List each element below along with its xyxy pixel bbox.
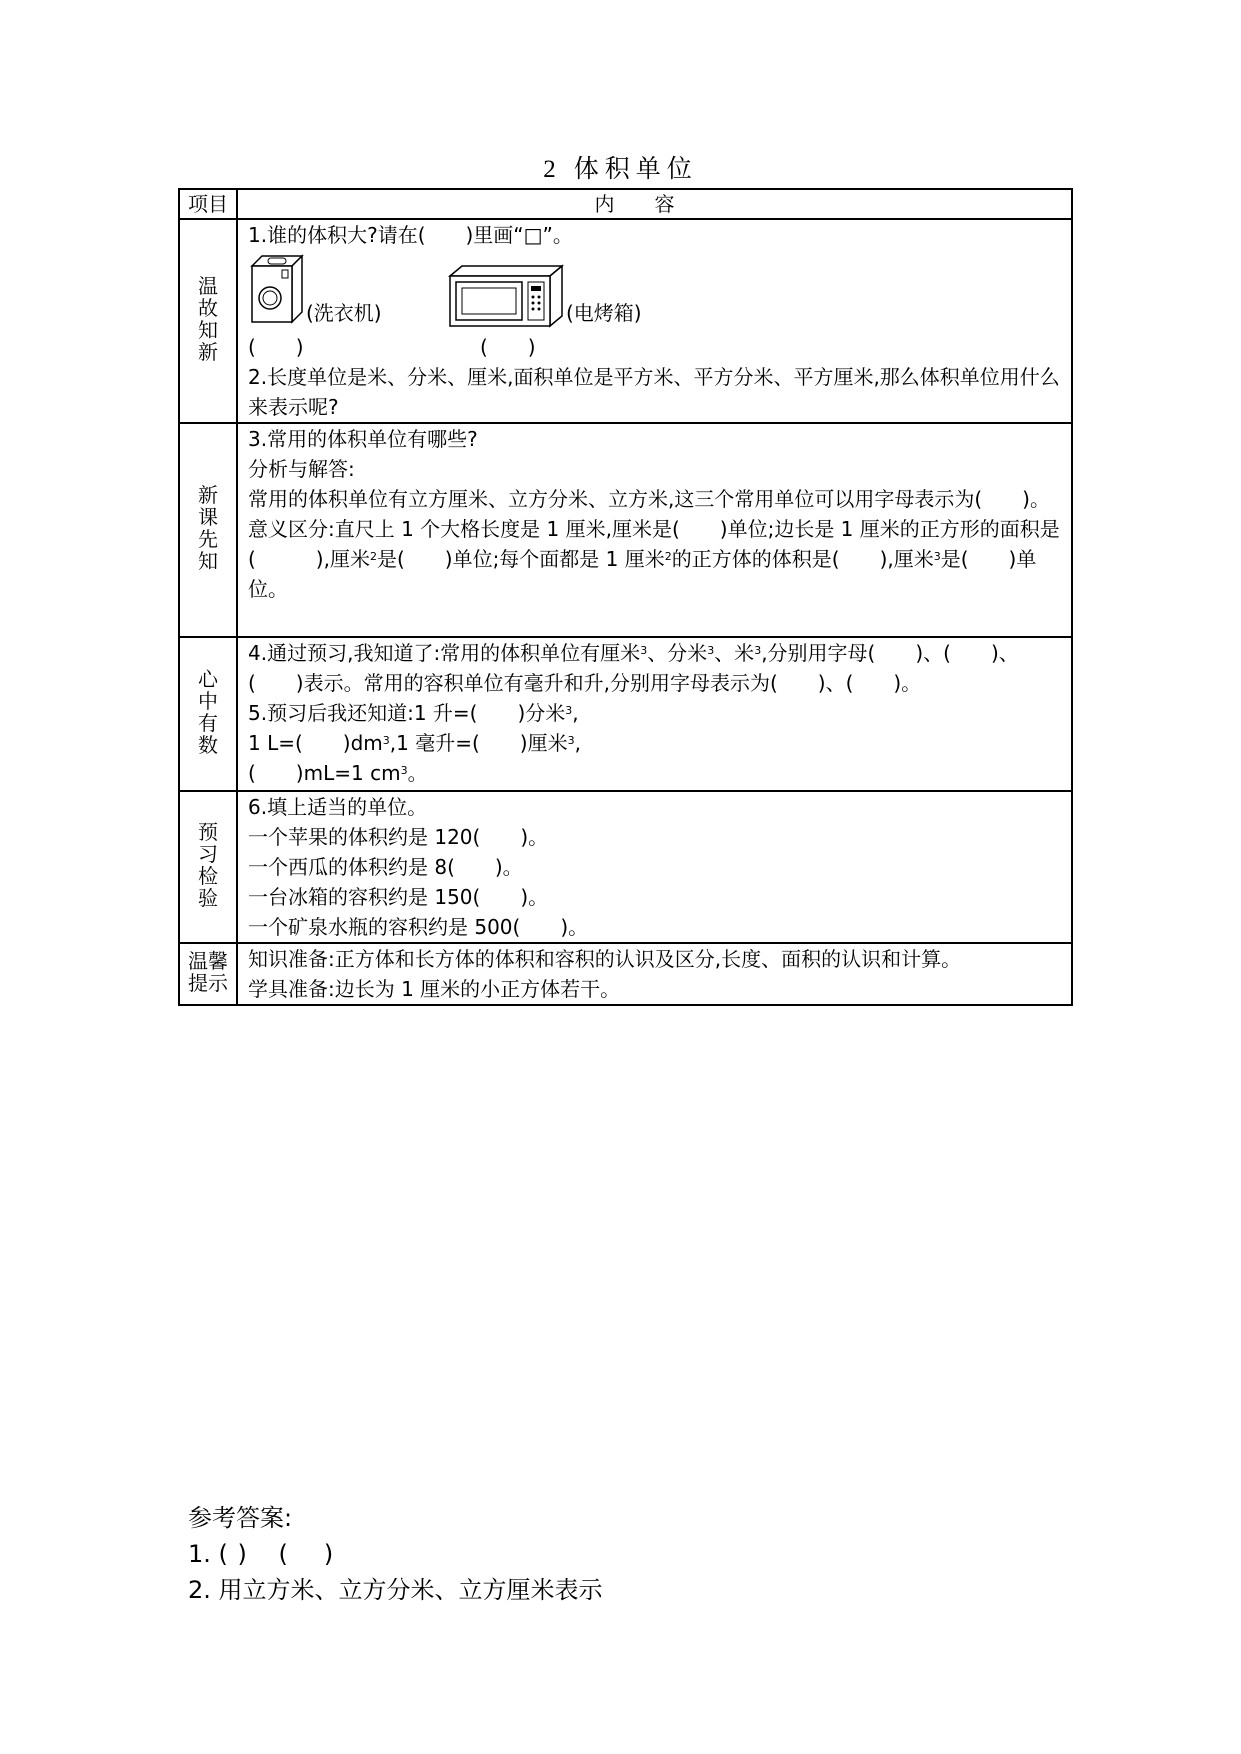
microwave-oven-icon bbox=[448, 264, 564, 328]
washer-label: (洗衣机) bbox=[306, 301, 382, 325]
question-5-line-3 bbox=[248, 758, 1061, 788]
section-label: 温故知新 bbox=[198, 274, 218, 364]
question-4 bbox=[248, 638, 1061, 698]
section-label-cell bbox=[179, 219, 237, 423]
question-1: 1.谁的体积大?请在( )里画“□”。 bbox=[248, 223, 573, 247]
section-content-cell bbox=[237, 219, 1072, 423]
section-label-cell bbox=[179, 637, 237, 791]
table-header-row bbox=[179, 189, 1072, 219]
washer-answer-blank: ( ) bbox=[248, 335, 304, 359]
title-number: 2 bbox=[543, 156, 556, 183]
page-title bbox=[0, 152, 1241, 187]
header-content-cell: 内容 bbox=[237, 189, 1072, 219]
section-label: 心中有数 bbox=[198, 667, 218, 757]
section-label-cell bbox=[179, 943, 237, 1005]
knowledge-prep: 知识准备:正方体和长方体的体积和容积的认识及区分,长度、面积的认识和计算。 bbox=[248, 947, 962, 971]
appliance-pictures bbox=[248, 250, 1061, 332]
p2-part-c: 的正方体的体积是( ),厘米 bbox=[671, 547, 934, 571]
q5-line2-part-a: 1 L=( )dm bbox=[248, 731, 383, 755]
section-content-cell bbox=[237, 943, 1072, 1005]
section-preview-row bbox=[179, 423, 1072, 637]
study-guide-table bbox=[178, 188, 1073, 1006]
superscript-3: 3 bbox=[382, 734, 390, 747]
superscript-3: 3 bbox=[565, 704, 573, 717]
q5-line3-part-a: ( )mL=1 cm bbox=[248, 761, 401, 785]
fill-item: 一个苹果的体积约是 120( )。 bbox=[248, 825, 549, 849]
section-review-row bbox=[179, 219, 1072, 423]
section-label-cell bbox=[179, 791, 237, 943]
question-5-line-2: 1 L=( )$dm^3,1$ 毫升=( )厘米$^3$, bbox=[248, 731, 581, 755]
reference-answers bbox=[188, 1500, 603, 1608]
section-label-cell bbox=[179, 423, 237, 637]
answers-heading: 参考答案: bbox=[188, 1504, 293, 1532]
superscript-3: 3 bbox=[567, 734, 575, 747]
analysis-paragraph-1: 常用的体积单位有立方厘米、立方分米、立方米,这三个常用单位可以用字母表示为( )。 bbox=[248, 487, 1050, 511]
answer-parens-row bbox=[248, 332, 1061, 362]
section-content-cell bbox=[237, 791, 1072, 943]
question-2: 2.长度单位是米、分米、厘米,面积单位是平方米、平方分米、平方厘米,那么体积单位用什么来表示呢? bbox=[248, 365, 1060, 419]
answer-1: 1. ( ) ( ) bbox=[188, 1540, 334, 1568]
superscript-3: 3 bbox=[933, 550, 941, 563]
p2-part-b: 是( )单位;每个面都是 1 厘米 bbox=[376, 547, 665, 571]
p2-part-a: 意义区分:直尺上 1 个大格长度是 1 厘米,厘米是( )单位;边长是 1 厘米的正方形的面积是( ),厘米 bbox=[248, 517, 1060, 571]
washing-machine-icon bbox=[248, 254, 304, 324]
q4-part-d: ,分别用字母( )、( )、( )表示。常用的容积单位有毫升和升,分别用字母表示为( )、( )。 bbox=[248, 641, 1019, 695]
superscript-3: 3 bbox=[400, 764, 408, 777]
fill-item: 一个西瓜的体积约是 8( )。 bbox=[248, 855, 523, 879]
header-item-cell: 项目 bbox=[179, 189, 237, 219]
section-content-cell bbox=[237, 423, 1072, 637]
q4-part-b: 、分米 bbox=[647, 641, 708, 665]
superscript-3: 3 bbox=[707, 644, 715, 657]
oven-answer-blank: ( ) bbox=[480, 335, 536, 359]
oven-label: (电烤箱) bbox=[566, 301, 642, 325]
title-text: 体积单位 bbox=[573, 154, 698, 183]
q5-line2-part-b: ,1 毫升=( )厘米 bbox=[389, 731, 568, 755]
fill-item: 一个矿泉水瓶的容积约是 500( )。 bbox=[248, 915, 589, 939]
q5-part-a: 5.预习后我还知道:1 升=( )分米 bbox=[248, 701, 566, 725]
section-content-cell bbox=[237, 637, 1072, 791]
analysis-paragraph-2 bbox=[248, 514, 1061, 604]
q4-part-a: 4.通过预习,我知道了:常用的体积单位有厘米 bbox=[248, 641, 641, 665]
question-5-line-1: 5.预习后我还知道:1 升=( )分米$^3$, bbox=[248, 701, 579, 725]
question-6: 6.填上适当的单位。 bbox=[248, 795, 428, 819]
q4-part-c: 、米 bbox=[714, 641, 755, 665]
section-label: 温馨提示 bbox=[188, 949, 228, 995]
section-check-row bbox=[179, 791, 1072, 943]
superscript-3: 3 bbox=[640, 644, 648, 657]
question-3: 3.常用的体积单位有哪些? bbox=[248, 427, 478, 451]
fill-item: 一台冰箱的容积约是 150( )。 bbox=[248, 885, 549, 909]
tool-prep: 学具准备:边长为 1 厘米的小正方体若干。 bbox=[248, 977, 621, 1001]
superscript-2: 2 bbox=[664, 550, 672, 563]
p2-part-d: 是( )单位。 bbox=[248, 547, 1037, 601]
q5-line3-part-b: 。 bbox=[407, 761, 428, 785]
superscript-2: 2 bbox=[369, 550, 377, 563]
superscript-3: 3 bbox=[754, 644, 762, 657]
section-label: 预习检验 bbox=[198, 820, 218, 910]
analysis-heading: 分析与解答: bbox=[248, 457, 355, 481]
section-understanding-row bbox=[179, 637, 1072, 791]
section-label: 新课先知 bbox=[198, 483, 218, 573]
answer-2: 2. 用立方米、立方分米、立方厘米表示 bbox=[188, 1576, 603, 1604]
section-tips-row bbox=[179, 943, 1072, 1005]
